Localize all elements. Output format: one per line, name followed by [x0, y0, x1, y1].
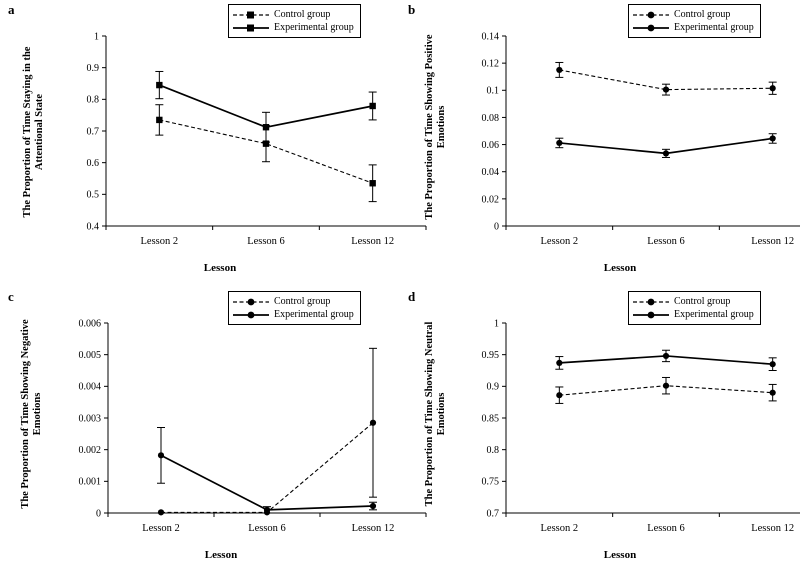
- svg-text:0.8: 0.8: [486, 445, 499, 457]
- svg-text:Lesson 2: Lesson 2: [540, 523, 579, 534]
- panel-d-legend: [628, 291, 761, 325]
- svg-text:0.85: 0.85: [481, 413, 499, 425]
- svg-text:0.1: 0.1: [486, 85, 499, 97]
- svg-text:Lesson 12: Lesson 12: [751, 523, 795, 534]
- panel-a: [0, 0, 400, 286]
- svg-text:0.004: 0.004: [78, 381, 101, 393]
- legend-label-experimental: Experimental group: [674, 22, 754, 33]
- panel-c-plot: [62, 318, 395, 534]
- svg-text:0.4: 0.4: [86, 221, 99, 233]
- svg-text:0.003: 0.003: [78, 413, 101, 425]
- legend-label-experimental: Experimental group: [274, 309, 354, 320]
- legend-swatch-control: [633, 9, 669, 21]
- svg-text:Lesson 6: Lesson 6: [247, 236, 285, 247]
- legend-swatch-control: [633, 296, 669, 308]
- legend-swatch-experimental: [633, 309, 669, 321]
- svg-text:0.95: 0.95: [481, 350, 499, 362]
- panel-d-x-axis-label: Lesson: [603, 549, 637, 561]
- legend-label-experimental: Experimental group: [274, 22, 354, 33]
- panel-c-legend: [228, 291, 361, 325]
- svg-text:0.001: 0.001: [78, 476, 101, 488]
- panel-c: [0, 287, 400, 573]
- svg-text:0.14: 0.14: [481, 31, 499, 43]
- legend-label-control: Control group: [274, 9, 331, 20]
- legend-label-control: Control group: [674, 9, 731, 20]
- svg-text:Lesson 12: Lesson 12: [751, 236, 795, 247]
- panel-letter-c: c: [8, 289, 14, 304]
- legend-swatch-experimental: [233, 309, 269, 321]
- svg-text:0.02: 0.02: [481, 194, 499, 206]
- svg-text:Lesson 6: Lesson 6: [248, 523, 286, 534]
- legend-item-experimental: [233, 21, 354, 34]
- svg-text:0.9: 0.9: [86, 63, 99, 75]
- svg-text:0: 0: [96, 508, 101, 520]
- legend-swatch-control: [233, 296, 269, 308]
- svg-text:0.12: 0.12: [481, 58, 499, 70]
- svg-text:0.006: 0.006: [78, 318, 101, 330]
- legend-label-experimental: Experimental group: [674, 309, 754, 320]
- panel-letter-b: b: [408, 2, 416, 17]
- legend-label-control: Control group: [674, 296, 731, 307]
- svg-text:1: 1: [94, 31, 99, 43]
- svg-text:0.002: 0.002: [78, 445, 101, 457]
- svg-text:0.7: 0.7: [486, 508, 499, 520]
- panel-b-plot: [460, 31, 795, 247]
- panel-a-y-axis-label: The Proportion of Time Staying in the Attentional State: [22, 46, 45, 218]
- legend-item-control: [233, 295, 354, 308]
- svg-text:0.75: 0.75: [481, 476, 499, 488]
- panel-d: [400, 287, 800, 573]
- legend-swatch-experimental: [633, 22, 669, 34]
- panel-a-plot: [60, 31, 395, 247]
- svg-text:0.5: 0.5: [86, 189, 99, 201]
- panel-c-y-axis-label: The Proportion of Time Showing Negative Emotions: [20, 319, 43, 509]
- panel-b-x-axis-label: Lesson: [603, 262, 637, 274]
- svg-text:Lesson 6: Lesson 6: [647, 236, 685, 247]
- svg-text:0.005: 0.005: [78, 350, 101, 362]
- panel-d-plot: [460, 318, 795, 534]
- svg-text:0.04: 0.04: [481, 167, 499, 179]
- legend-swatch-control: [233, 9, 269, 21]
- panel-a-x-axis-label: Lesson: [203, 262, 237, 274]
- legend-item-control: [633, 8, 754, 21]
- panel-b-legend: [628, 4, 761, 38]
- panel-letter-a: a: [8, 2, 15, 17]
- legend-swatch-experimental: [233, 22, 269, 34]
- svg-text:0.9: 0.9: [486, 381, 499, 393]
- panel-a-legend: [228, 4, 361, 38]
- legend-item-experimental: [633, 21, 754, 34]
- svg-text:0.08: 0.08: [481, 112, 499, 124]
- svg-text:0.7: 0.7: [86, 126, 99, 138]
- panel-letter-d: d: [408, 289, 416, 304]
- svg-text:1: 1: [494, 318, 499, 330]
- panel-b: [400, 0, 800, 286]
- svg-text:Lesson 12: Lesson 12: [351, 236, 395, 247]
- legend-item-experimental: [633, 308, 754, 321]
- panel-d-y-axis-label: The Proportion of Time Showing Neutral Emotions: [424, 321, 447, 507]
- panel-b-y-axis-label: The Proportion of Time Showing Positive Emotions: [424, 34, 447, 220]
- svg-text:0: 0: [494, 221, 499, 233]
- svg-text:Lesson 2: Lesson 2: [540, 236, 579, 247]
- legend-item-control: [633, 295, 754, 308]
- svg-text:Lesson 12: Lesson 12: [351, 523, 395, 534]
- legend-item-experimental: [233, 308, 354, 321]
- svg-text:Lesson 6: Lesson 6: [647, 523, 685, 534]
- svg-text:0.6: 0.6: [86, 158, 99, 170]
- legend-label-control: Control group: [274, 296, 331, 307]
- legend-item-control: [233, 8, 354, 21]
- svg-text:0.06: 0.06: [481, 139, 499, 151]
- svg-text:0.8: 0.8: [86, 94, 99, 106]
- svg-text:Lesson 2: Lesson 2: [142, 523, 180, 534]
- svg-text:Lesson 2: Lesson 2: [140, 236, 179, 247]
- panel-c-x-axis-label: Lesson: [204, 549, 238, 561]
